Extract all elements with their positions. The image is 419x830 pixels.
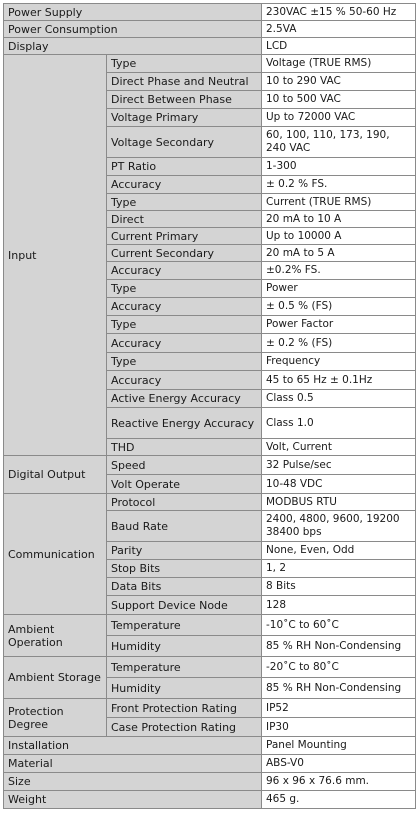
row-value: IP52 [262, 699, 416, 718]
row-label: Humidity [107, 678, 262, 699]
row-label: Current Secondary [107, 245, 262, 262]
group-label-input: Input [4, 55, 107, 456]
row-value: 128 [262, 596, 416, 615]
row-value: 2400, 4800, 9600, 19200 38400 bps [262, 511, 416, 542]
table-row [4, 38, 416, 55]
row-label: Type [107, 55, 262, 73]
row-value: 2.5VA [262, 21, 416, 38]
row-value: 85 % RH Non-Condensing [262, 636, 416, 657]
row-label: Accuracy [107, 176, 262, 194]
row-label: Temperature [107, 615, 262, 636]
row-label: Humidity [107, 636, 262, 657]
row-value: 20 mA to 5 A [262, 245, 416, 262]
row-value: 85 % RH Non-Condensing [262, 678, 416, 699]
row-value: Class 1.0 [262, 408, 416, 439]
row-value: 45 to 65 Hz ± 0.1Hz [262, 371, 416, 390]
table-row [4, 4, 416, 21]
row-value: 10 to 290 VAC [262, 73, 416, 91]
row-value: MODBUS RTU [262, 494, 416, 511]
table-row [4, 21, 416, 38]
row-value: -10˚C to 60˚C [262, 615, 416, 636]
group-label-digital-output: Digital Output [4, 456, 107, 494]
row-value: ABS-V0 [262, 755, 416, 773]
row-value: Panel Mounting [262, 737, 416, 755]
table-row [4, 657, 416, 678]
row-label: Stop Bits [107, 560, 262, 578]
row-label: Type [107, 353, 262, 371]
row-label: Power Supply [4, 4, 262, 21]
row-label: Accuracy [107, 334, 262, 353]
row-label: Front Protection Rating [107, 699, 262, 718]
row-label: Direct [107, 211, 262, 228]
table-row [4, 615, 416, 636]
row-label: Temperature [107, 657, 262, 678]
row-value: 1, 2 [262, 560, 416, 578]
row-label: Current Primary [107, 228, 262, 245]
row-label: Parity [107, 542, 262, 560]
row-value: 96 x 96 x 76.6 mm. [262, 773, 416, 791]
row-value: ±0.2% FS. [262, 262, 416, 280]
row-label: Reactive Energy Accuracy [107, 408, 262, 439]
row-value: 20 mA to 10 A [262, 211, 416, 228]
row-label: Protocol [107, 494, 262, 511]
spec-table [3, 3, 416, 809]
row-value: 60, 100, 110, 173, 190, 240 VAC [262, 127, 416, 158]
row-value: Up to 10000 A [262, 228, 416, 245]
group-label-ambient-storage: Ambient Storage [4, 657, 107, 699]
row-label: Baud Rate [107, 511, 262, 542]
row-label: Material [4, 755, 262, 773]
row-value: 10 to 500 VAC [262, 91, 416, 109]
row-label: Voltage Primary [107, 109, 262, 127]
row-label: Data Bits [107, 578, 262, 596]
table-row [4, 699, 416, 718]
row-value: Power [262, 280, 416, 298]
row-value: 1-300 [262, 158, 416, 176]
table-row [4, 55, 416, 73]
row-value: 10-48 VDC [262, 475, 416, 494]
table-row [4, 494, 416, 511]
table-row [4, 755, 416, 773]
row-value: ± 0.2 % FS. [262, 176, 416, 194]
row-value: Current (TRUE RMS) [262, 194, 416, 211]
row-label: Support Device Node [107, 596, 262, 615]
row-label: Accuracy [107, 298, 262, 316]
row-label: Active Energy Accuracy [107, 390, 262, 408]
row-label: Power Consumption [4, 21, 262, 38]
row-label: PT Ratio [107, 158, 262, 176]
row-value: None, Even, Odd [262, 542, 416, 560]
row-label: Installation [4, 737, 262, 755]
row-value: Frequency [262, 353, 416, 371]
row-label: Direct Phase and Neutral [107, 73, 262, 91]
row-label: THD [107, 439, 262, 456]
table-row [4, 791, 416, 809]
row-value: 230VAC ±15 % 50-60 Hz [262, 4, 416, 21]
row-label: Voltage Secondary [107, 127, 262, 158]
row-label: Accuracy [107, 262, 262, 280]
row-label: Speed [107, 456, 262, 475]
row-value: 8 Bits [262, 578, 416, 596]
row-value: ± 0.2 % (FS) [262, 334, 416, 353]
row-value: 465 g. [262, 791, 416, 809]
row-label: Type [107, 316, 262, 334]
row-label: Case Protection Rating [107, 718, 262, 737]
group-label-ambient-operation: Ambient Operation [4, 615, 107, 657]
row-value: Up to 72000 VAC [262, 109, 416, 127]
row-label: Direct Between Phase [107, 91, 262, 109]
row-value: Class 0.5 [262, 390, 416, 408]
row-value: ± 0.5 % (FS) [262, 298, 416, 316]
row-label: Size [4, 773, 262, 791]
row-label: Type [107, 280, 262, 298]
group-label-protection-degree: Protection Degree [4, 699, 107, 737]
row-label: Accuracy [107, 371, 262, 390]
row-value: Voltage (TRUE RMS) [262, 55, 416, 73]
row-value: IP30 [262, 718, 416, 737]
table-row [4, 456, 416, 475]
row-value: LCD [262, 38, 416, 55]
row-value: -20˚C to 80˚C [262, 657, 416, 678]
row-value: Volt, Current [262, 439, 416, 456]
table-row [4, 773, 416, 791]
row-label: Volt Operate [107, 475, 262, 494]
row-label: Type [107, 194, 262, 211]
row-value: 32 Pulse/sec [262, 456, 416, 475]
table-row [4, 737, 416, 755]
row-label: Weight [4, 791, 262, 809]
row-value: Power Factor [262, 316, 416, 334]
group-label-communication: Communication [4, 494, 107, 615]
row-label: Display [4, 38, 262, 55]
